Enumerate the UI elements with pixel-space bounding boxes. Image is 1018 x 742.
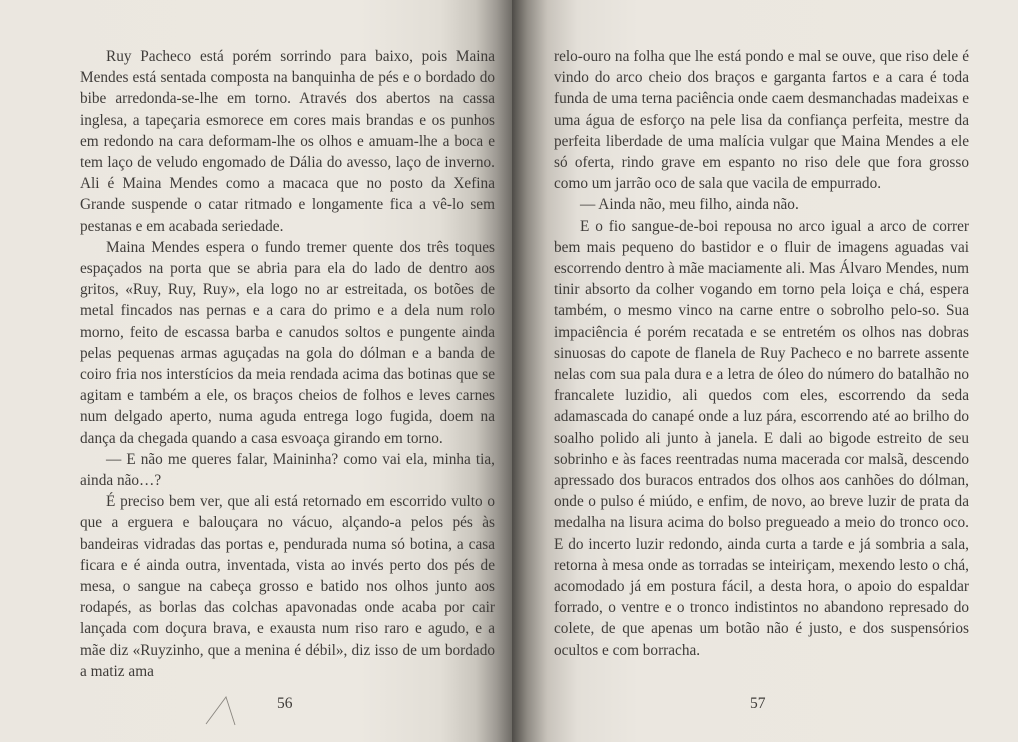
paragraph: É preciso bem ver, que ali está retornado em escorrido vulto o que a erguera e balouçara no vácuo, alçando-a pelos pés às bandeiras vidradas das portas e, pendurada numa só botina, a casa ficara e é ainda outra, inventada, vista ao invés perto dos pés de mesa, o sangue na cabeça grosso e batido nos olhos junto aos rodapés, as borlas das colchas apavonadas onde acaba por cair lançada com doçura brava, e exausta num riso raro e agudo, e a mãe diz «Ruyzinho, que a menina é débil», diz isso de um bordado a matiz ama [80,493,495,680]
paragraph: E o fio sangue-de-boi repousa no arco igual a arco de correr bem mais pequeno do bastidor e o fluir de imagens aguadas vai escorrendo dentro à mãe maciamente ali. Mas Álvaro Mendes, num tinir absorto da colher vogando em torno pela loiça e chá, espera também, o mesmo vinco na carne entre o sobrolho pelo-so. Sua impaciência é porém recatada e se entretém os olhos nas dobras sinuosas do capote de flanela de Ruy Pacheco e no barrete assente nelas com sua pala dura e a letra de óleo do número do batalhão no francalete luzidio, ali quedos com eles, escorrendo da seda adamascada do canapé onde a luz pára, escorrendo até ao brilho do soalho polido ali junto à janela. E dali ao bigode estreito de seu sobrinho e às faces reentradas numa macerada cor malsã, descendo apressado dos buracos entrados dos olhos aos canhões do dólman, onde o pulso é miúdo, e enfim, de novo, ao breve luzir de prata da medalha na lisura acima do bolso pregueado a meio do tronco oco. E do incerto luzir redondo, ainda curta a tarde e já sombria a sala, retorna à mesa onde as torradas se inteiriçam, mexendo lesto o chá, acomodado já em postura fácil, a desta hora, o apoio do espaldar forrado, o ventre e o tronco indistintos no abandono represado do colete, de que apenas um botão não é justo, e dos suspensórios ocultos e com borracha. [554,217,969,659]
paragraph: Ruy Pacheco está porém sorrindo para baixo, pois Maina Mendes está sentada composta na banquinha de pés e o bordado do bibe arredonda-se-lhe em torno. Através dos abertos na cassa inglesa, a tapeçaria esmorece em cores mais brandas e os punhos em redondo na cara deformam-lhe os olhos e amuam-lhe a boca e tem laço de veludo engomado de Dália do avesso, laço de inverno. Ali é Maina Mendes como a macaca que no posto da Xefina Grande suspende o catar ritmado e longamente fica a vê-lo sem pestanas e em acabada seriedade. [80,48,495,235]
dialogue-line: — E não me queres falar, Maininha? como vai ela, minha tia, ainda não…? [80,450,495,490]
pencil-mark [200,694,240,728]
page-number: 56 [277,695,293,712]
dialogue-line: — Ainda não, meu filho, ainda não. [580,196,799,214]
left-page-body [80,46,495,682]
paragraph: relo-ouro na folha que lhe está pondo e mal se ouve, que riso dele é vindo do arco cheio dos braços e garganta fartos e a cara é toda funda de uma terna paciência onde caem desmanchadas madeixas e uma água de esforço na pele lisa da confiança perfeita, mestre da perfeita liberdade de uma malícia vulgar que Maina Mendes a ele só oferta, rindo grave em espanto no riso dele que fora grosso como um jarrão oco de sala que vacila de empurrado. [554,48,969,193]
page-number: 57 [750,695,766,712]
right-page-body [554,46,969,661]
paragraph: Maina Mendes espera o fundo tremer quente dos três toques espaçados na porta que se abria para ela do lado de dentro aos gritos, «Ruy, Ruy, Ruy», ela logo no ar estreitada, os botões de metal fincados nas pernas e a cara do primo e a dela num rolo morno, feito de escassa barba e canudos soltos e pungente ainda pelas pequenas armas aguçadas na gola do dólman e a banda de coiro fria nos interstícios da meia rendada acima das botinas que se agitam e também a ele, os braços cheios de folhos e leves carnes num delgado aperto, numa aguda entrega logo fugida, doem na dança da chegada quando a casa esvoaça girando em torno. [80,238,495,447]
right-page [512,0,1018,742]
